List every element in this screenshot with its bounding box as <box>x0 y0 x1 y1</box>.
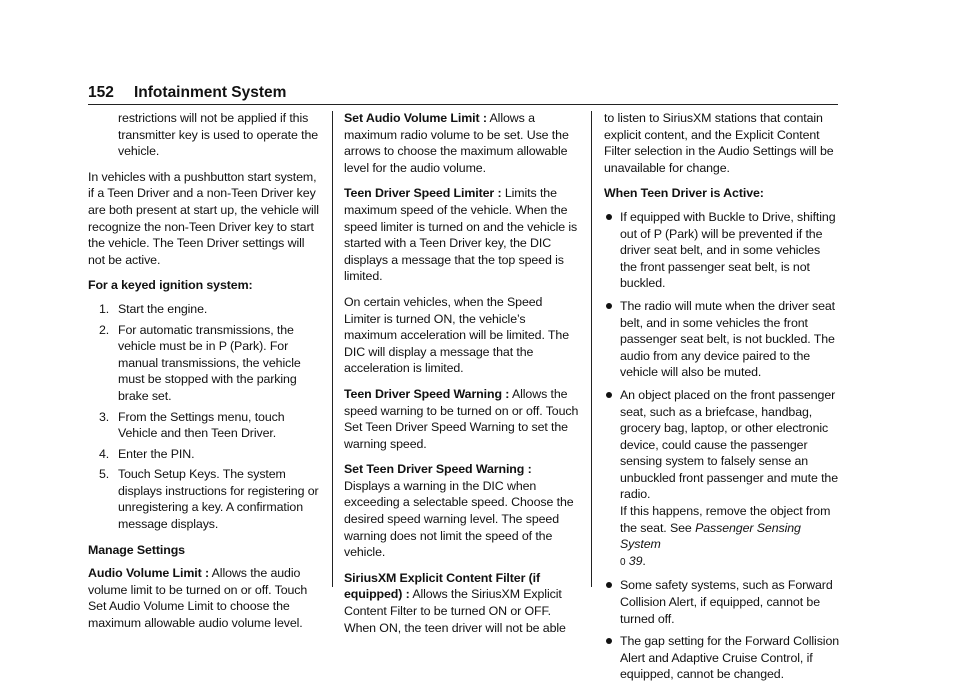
definition: Limits the maximum speed of the vehicle. When the speed limiter is turned on and the vehicle is started with a Teen Driver key, the DIC displays a message that the top speed is limited. <box>344 186 578 284</box>
steps-list <box>88 301 324 533</box>
list-item <box>88 409 324 442</box>
page-ref-icon: 0 <box>620 556 626 568</box>
list-item <box>604 387 840 572</box>
column-middle <box>344 110 580 645</box>
definition-paragraph <box>344 570 580 636</box>
paragraph: On certain vehicles, when the Speed Limiter is turned ON, the vehicle’s maximum acceleration will be limited. The DIC will display a message that the acceleration is limited. <box>344 294 569 376</box>
section-title: Infotainment System <box>134 84 287 101</box>
bullet-icon <box>606 214 612 220</box>
bullet-icon <box>606 392 612 398</box>
term: Teen Driver Speed Warning : <box>344 386 510 401</box>
term: Audio Volume Limit : <box>88 566 209 581</box>
definition-paragraph <box>88 565 324 631</box>
bullet-text: The radio will mute when the driver seat belt, and in some vehicles the front passenger seat belt, is not buckled. The audio from any device paired to the vehicle will also be muted. <box>620 298 836 380</box>
definition: Allows the SiriusXM Explicit Content Filter to be turned ON or OFF. When ON, the teen driver will not be able <box>344 587 566 635</box>
definition: Allows a maximum radio volume to be set. Use the arrows to choose the maximum allowable level for the audio volume. <box>344 111 569 175</box>
page-number: 152 <box>88 84 114 101</box>
bullet-text: If equipped with Buckle to Drive, shifting out of P (Park) will be prevented if the driver seat belt, and in some vehicles the front passenger seat belt, is not buckled. <box>620 209 836 291</box>
step-text: Start the engine. <box>118 301 208 316</box>
step-text: From the Settings menu, touch Vehicle and then Teen Driver. <box>118 409 285 441</box>
step-text: Enter the PIN. <box>118 446 195 461</box>
definition-paragraph <box>344 110 580 176</box>
bullet-icon <box>606 582 612 588</box>
list-item <box>88 322 324 405</box>
page-ref-number[interactable]: 39 <box>625 553 643 568</box>
definition-paragraph <box>344 461 580 561</box>
definition: Allows the speed warning to be turned on or off. Touch Set Teen Driver Speed Warning to set the warning speed. <box>344 386 579 451</box>
bullet-text: The gap setting for the Forward Collision Alert and Adaptive Cruise Control, if equipped, cannot be changed. <box>620 634 840 682</box>
subheading: When Teen Driver is Active: <box>604 186 764 201</box>
definition: Displays a warning in the DIC when exceeding a selectable speed. Choose the desired speed warning level. The speed warning does not limit the speed of the vehicle. <box>344 478 574 560</box>
column-divider <box>591 111 592 587</box>
punctuation: . <box>642 553 646 568</box>
definition-paragraph <box>344 386 580 452</box>
page-header <box>88 84 838 106</box>
term: SiriusXM Explicit Content Filter (if equipped) : <box>344 570 541 602</box>
bullet-text: An object placed on the front passenger seat, such as a briefcase, handbag, grocery bag, laptop, or other electronic device, could cause the passenger sensing system to falsely sense an unbuckled front passenger and mute the radio. <box>620 387 839 502</box>
list-item <box>604 633 840 683</box>
column-left <box>88 110 324 641</box>
list-item <box>88 466 324 532</box>
step-text: For automatic transmissions, the vehicle must be in P (Park). For manual transmissions, the vehicle must be stopped with the parking brake set. <box>118 322 301 403</box>
definition-paragraph <box>344 185 580 285</box>
term: Teen Driver Speed Limiter : <box>344 186 502 201</box>
continued-text: restrictions will not be applied if this transmitter key is used to operate the vehicle. <box>118 111 319 159</box>
continued-text: to listen to SiriusXM stations that contain explicit content, and the Explicit Content Filter selection in the Audio Settings will be unavailable for change. <box>604 111 834 175</box>
cross-reference-link[interactable]: Passenger Sensing System <box>620 520 801 552</box>
step-number: 3. <box>99 409 110 424</box>
term: Set Audio Volume Limit : <box>344 111 487 125</box>
bullet-icon <box>606 638 612 644</box>
bullet-list <box>604 209 840 683</box>
paragraph: In vehicles with a pushbutton start system, if a Teen Driver and a non-Teen Driver key are both present at start up, the vehicle will recognize the non-Teen Driver key to start the vehicle. The Teen Driver settings will not be active. <box>88 169 319 267</box>
column-right <box>604 110 840 689</box>
bullet-text: If this happens, remove the object from the seat. See <box>620 504 831 535</box>
header-divider <box>88 104 838 105</box>
list-item <box>604 298 840 381</box>
step-number: 2. <box>99 322 110 337</box>
list-item <box>88 301 324 318</box>
term: Set Teen Driver Speed Warning : <box>344 462 532 477</box>
list-item <box>604 209 840 292</box>
subheading: For a keyed ignition system: <box>88 278 253 293</box>
step-number: 5. <box>99 467 110 482</box>
definition: Allows the audio volume limit to be turned on or off. Touch Set Audio Volume Limit to choose the maximum allowable audio volume level. <box>88 566 308 631</box>
subheading: Manage Settings <box>88 542 185 557</box>
step-number: 4. <box>99 446 110 461</box>
list-item <box>604 577 840 627</box>
step-number: 1. <box>99 301 110 316</box>
list-item <box>88 446 324 463</box>
column-divider <box>332 111 333 587</box>
bullet-text: Some safety systems, such as Forward Collision Alert, if equipped, cannot be turned off. <box>620 578 833 626</box>
bullet-icon <box>606 303 612 309</box>
step-text: Touch Setup Keys. The system displays instructions for registering or unregistering a key. A confirmation message displays. <box>118 467 319 532</box>
